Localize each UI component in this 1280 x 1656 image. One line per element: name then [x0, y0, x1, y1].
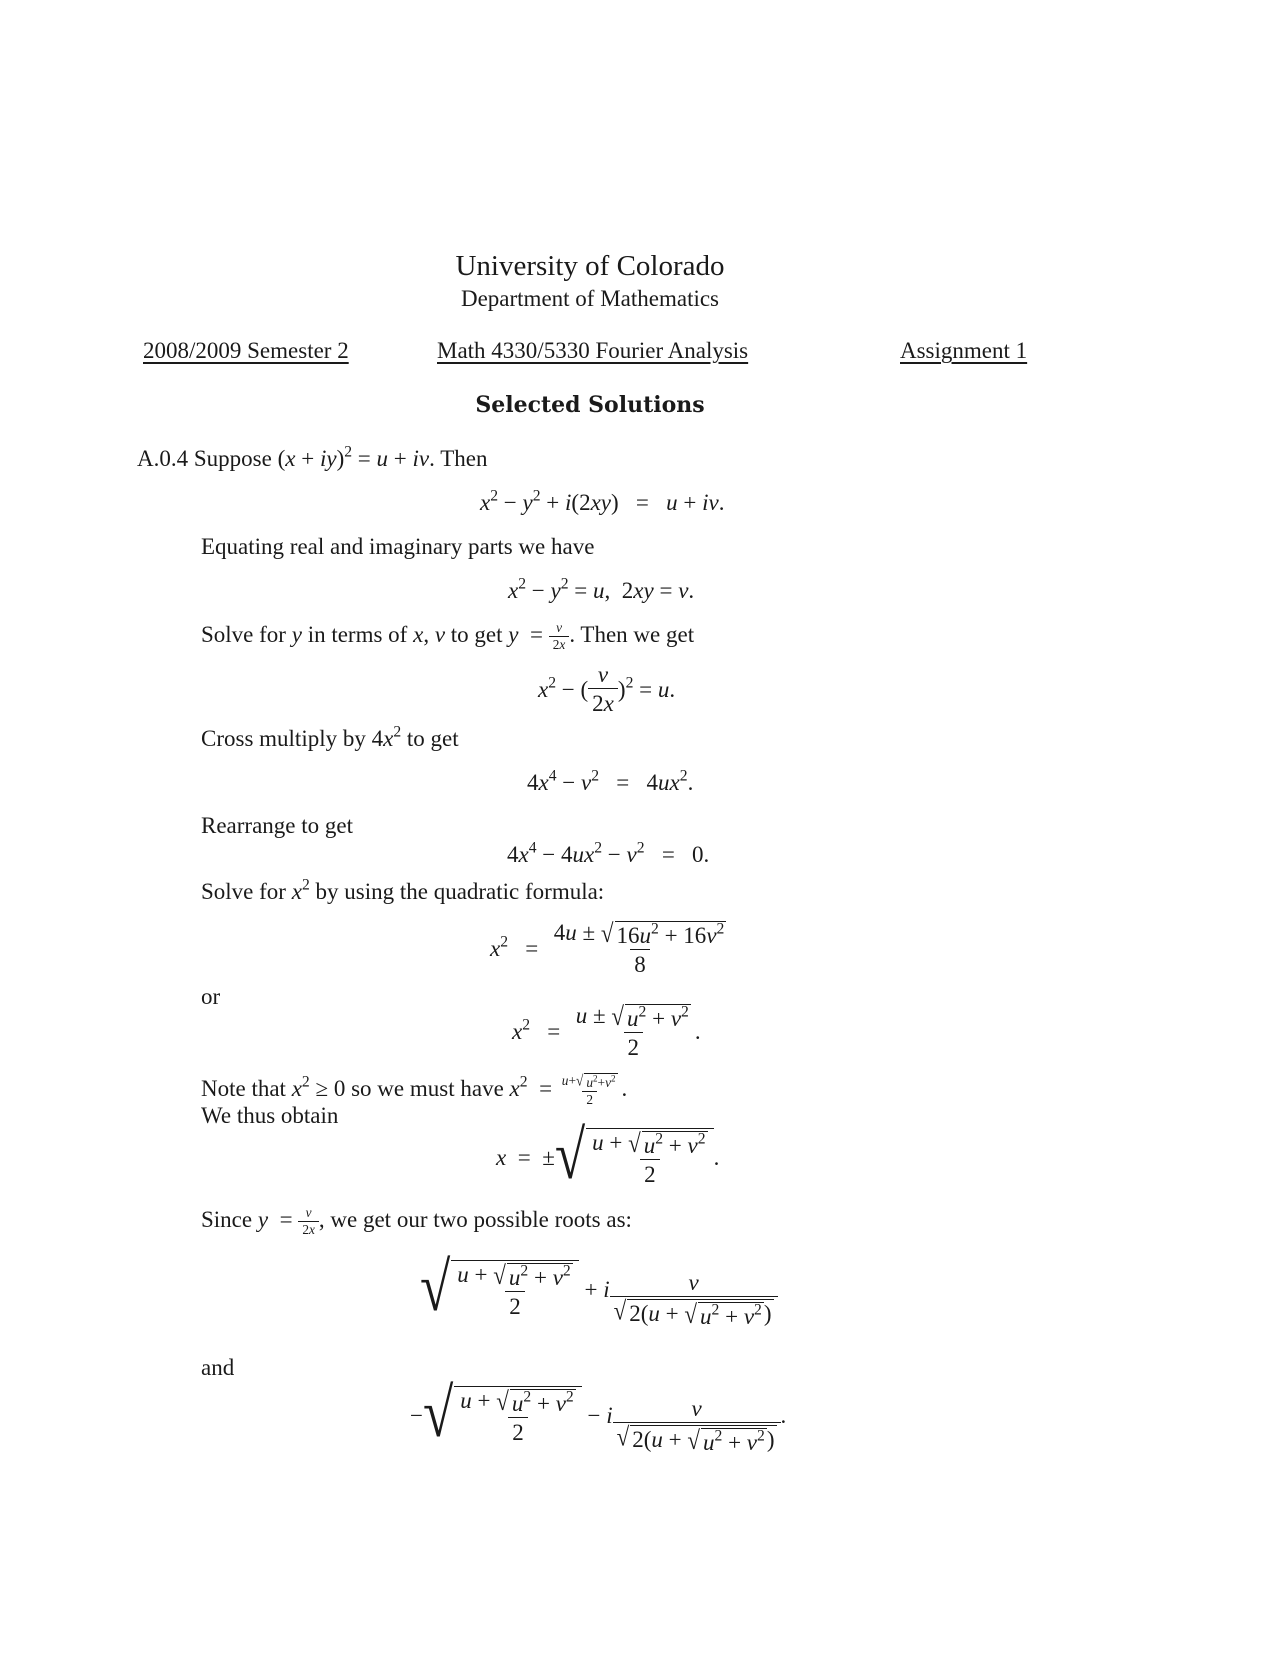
equation-complex-expansion: $x^2 - y^2 + i(2xy) = u$ + iv. — [480, 487, 725, 515]
since-post: , we get our two possible roots as: — [318, 1206, 632, 1232]
problem-label: A.0.4 — [137, 446, 189, 471]
fraction-v-over-2x-large: $\frac{v}{2x}$ — [588, 662, 618, 717]
equation-quadratic-formula: $x^2$ = 4u ± √ $16u^2 + 16v^2$ 8 — [490, 920, 730, 978]
equation-root-two: − √ u + √ $u^2 + v^2$ 2 − i v √ 2(u + √ $u^2 + v^2$ ) . — [410, 1374, 787, 1455]
then-text: . Then — [429, 446, 488, 471]
equation-root-one: √ u + √ $u^2 + v^2$ 2 + i v √ 2(u + √ $u^2 + v^2$ ) — [420, 1250, 778, 1330]
rearrange-text: Rearrange to get — [201, 813, 353, 838]
note-pre: Note that — [201, 1075, 286, 1101]
equation-substituted: $x^2$ − ( $\frac{v}{2x}$ )$^2$ = u. — [538, 662, 676, 716]
then-we-get-text: . Then we get — [569, 621, 695, 647]
sqrt-x-solution: √ u + √ $u^2 + v^2$ 2 — [555, 1128, 714, 1188]
fraction-v-over-2x-since: $\frac{v}{2x}$ — [298, 1205, 319, 1238]
solve-y-post: to get — [450, 621, 503, 647]
note-mid: so we must have — [351, 1075, 504, 1101]
problem-statement: A.0.4 Suppose (x + iy)$^2$ = u + iv. Then — [137, 443, 488, 471]
course-label: Math 4330/5330 Fourier Analysis — [437, 338, 749, 363]
thus-text: We thus obtain — [201, 1103, 339, 1128]
solve-y-mid: in terms of — [307, 621, 408, 647]
suppose-text: Suppose — [193, 446, 272, 471]
solve-x2-pre: Solve for — [201, 879, 286, 904]
equation-quartic: $4x^4 - v^2 = 4ux^2$. — [527, 767, 694, 795]
equation-simplified: $x^2$ = u ± √ $u^2 + v^2$ 2 . — [512, 1001, 701, 1060]
fraction-positive-root: u+ √ $u^2+v^2$ 2 — [561, 1071, 616, 1107]
since-line: Since y = $\frac{v}{2x}$ , we get our two possible roots as: — [201, 1205, 632, 1237]
fraction-simplified: u ± √ $u^2 + v^2$ 2 — [575, 1001, 689, 1060]
assignment-label: Assignment 1 — [900, 338, 1028, 363]
solve-y-pre: Solve for — [201, 621, 286, 647]
cross-multiply-line: Cross multiply by $4x^2$ to get — [201, 723, 459, 751]
fraction-v-over-2x: $\frac{v}{2x}$ — [549, 620, 570, 653]
page-title: Selected Solutions — [475, 392, 705, 418]
equation-x-solution: x = ± √ u + √ $u^2 + v^2$ 2 . — [496, 1116, 720, 1194]
fraction-quadratic: 4u ± √ $16u^2 + 16v^2$ 8 — [553, 918, 725, 977]
solve-for-y-line: Solve for y in terms of x, v to get y = $\frac{v}{2x}$ . Then we get — [201, 620, 695, 652]
and-text: and — [201, 1355, 235, 1380]
equating-text: Equating real and imaginary parts we have — [201, 534, 595, 559]
or-text: or — [201, 984, 221, 1009]
cross-multiply-text: Cross multiply by — [201, 726, 366, 751]
since-pre: Since — [201, 1206, 253, 1232]
solve-x2-post: by using the quadratic formula: — [315, 879, 605, 904]
semester-label: 2008/2009 Semester 2 — [143, 338, 349, 363]
department-name: Department of Mathematics — [460, 286, 720, 311]
university-name: University of Colorado — [455, 250, 725, 282]
solve-for-x2-line: Solve for $x^2$ by using the quadratic formula: — [201, 876, 605, 904]
equation-real-imag: $x^2 - y^2 = u$, 2xy = v. — [508, 575, 695, 603]
note-line: Note that $x^2 \ge 0$ so we must have $x^2$ = u+ √ $u^2+v^2$ 2 . — [201, 1071, 628, 1107]
equation-rearranged: $4x^4 - 4ux^2 - v^2 = 0$. — [507, 839, 710, 867]
to-get-text: to get — [406, 726, 459, 751]
